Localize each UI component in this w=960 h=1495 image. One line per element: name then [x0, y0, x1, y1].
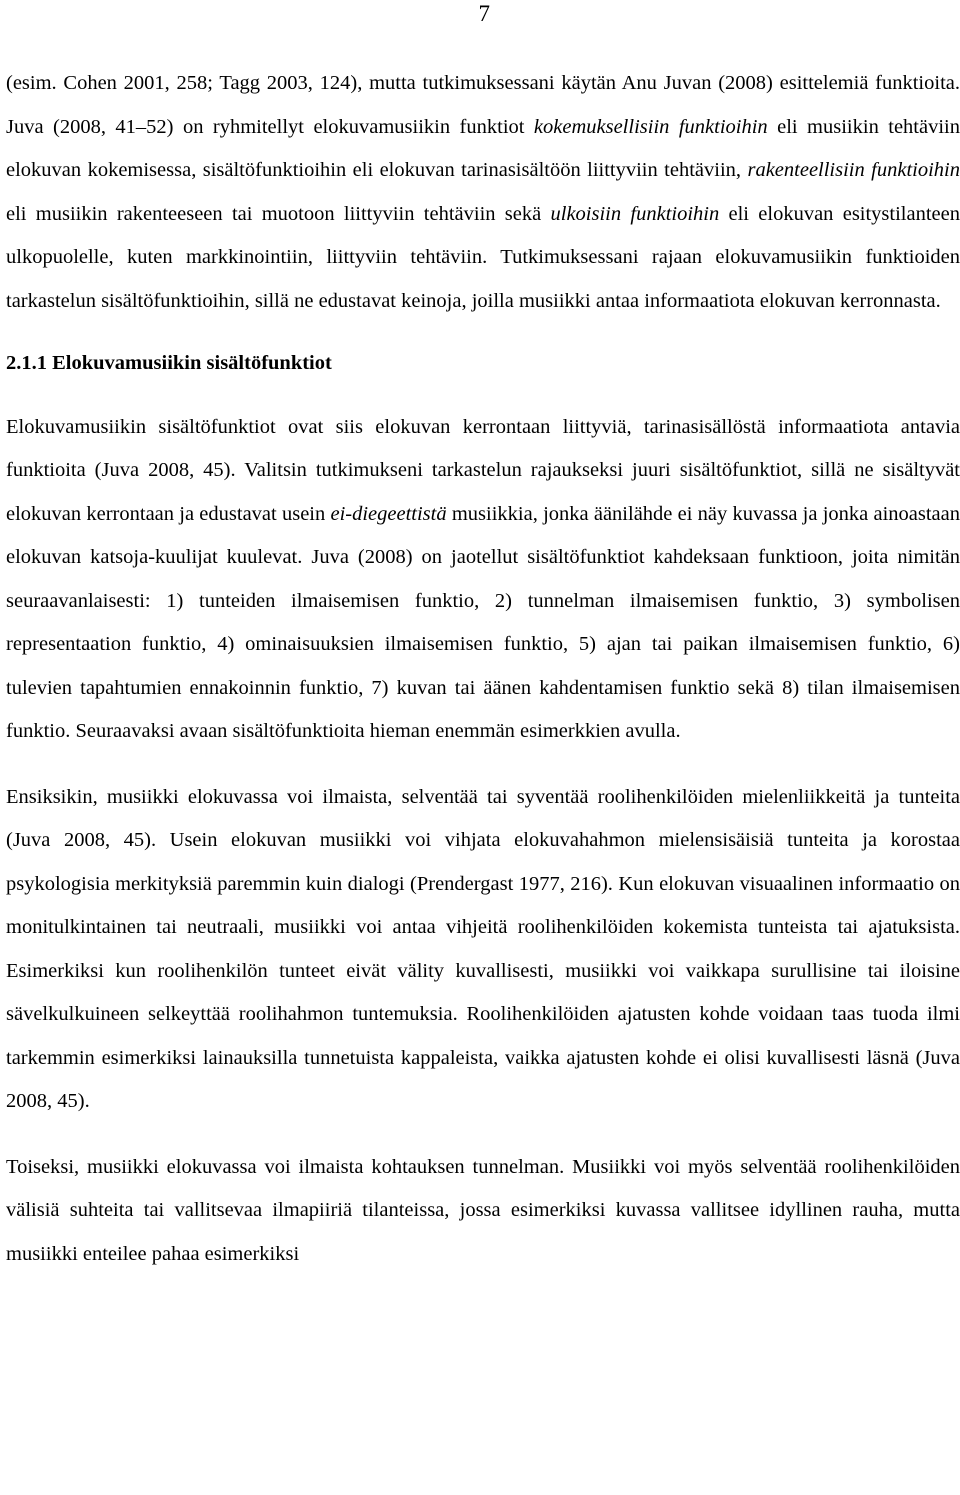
text-segment-italic: rakenteellisiin funktioihin	[747, 159, 960, 181]
text-segment: eli musiikin tehtäviin elokuvan kokemisessa, sisältöfunktioihin eli elokuvan tarinasisältöön liittyviin tehtäviin,	[6, 115, 960, 181]
text-segment-italic: ulkoisiin funktioihin	[550, 202, 720, 225]
text-segment: musiikkia, jonka äänilähde ei näy kuvassa ja jonka ainoastaan elokuvan katsoja-kuulijat kuulevat. Juva (2008) on jaotellut sisältöfunktiot kahdeksaan funktioon, joita nimitän seuraavanlaisesti: 1) tunteiden ilmaisemisen funktio, 2) tunnelman ilmaisemisen funktio, 3) symbolisen representaation funktio, 4) ominaisuuksien ilmaisemisen funktio, 5) ajan tai paikan ilmaisemisen funktio, 6) tulevien tapahtumien ennakoinnin funktio, 7) kuvan tai äänen kahdentamisen funktio sekä 8) tilan ilmaisemisen funktio. Seuraavaksi avaan sisältöfunktioita hieman enemmän esimerkkien avulla.	[6, 502, 960, 742]
text-segment: (esim. Cohen 2001, 258; Tagg 2003, 124), mutta tutkimuksessani käytän Anu Juvan (2008) esittelemiä funktioita. Juva (2008, 41–52) on ryhmitellyt elokuvamusiikin funktiot	[6, 72, 960, 138]
text-segment-italic: kokemuksellisiin funktioihin	[533, 115, 768, 138]
text-segment: eli musiikin rakenteeseen tai muotoon liittyviin tehtäviin sekä	[6, 202, 551, 225]
document-page	[6, 0, 960, 1495]
section-heading: 2.1.1 Elokuvamusiikin sisältöfunktiot	[6, 352, 332, 374]
text-segment: eli elokuvan esitystilanteen ulkopuolelle, kuten markkinointiin, liittyviin tehtäviin. Tutkimuksessani rajaan elokuvamusiikin funktioiden tarkastelun sisältöfunktioihin, sillä ne edustavat keinoja, joilla musiikki antaa informaatiota elokuvan kerronnasta.	[6, 202, 960, 312]
paragraph-intro	[6, 62, 960, 323]
paragraph-content-functions	[6, 406, 960, 754]
text-segment: Ensiksikin, musiikki elokuvassa voi ilmaista, selventää tai syventää roolihenkilöiden mielenliikkeitä ja tunteita (Juva 2008, 45). Usein elokuvan musiikki voi vihjata elokuvahahmon mielensisäisiä tunteita ja korostaa psykologisia merkityksiä paremmin kuin dialogi (Prendergast 1977, 216). Kun elokuvan visuaalinen informaatio on monitulkintainen tai neutraali, musiikki voi antaa vihjeitä roolihenkilöiden kokemista tunteista tai ajatuksista. Esimerkiksi kun roolihenkilön tunteet eivät välity kuvallisesti, musiikki voi vaikkapa surullisine tai iloisine sävelkulkuineen selkeyttää roolihahmon tuntemuksia. Roolihenkilöiden ajatusten kohde voidaan taas tuoda ilmi tarkemmin esimerkiksi lainauksilla tunnetuista kappaleista, vaikka ajatusten kohde ei olisi kuvallisesti läsnä (Juva 2008, 45).	[6, 785, 960, 1112]
text-segment: Elokuvamusiikin sisältöfunktiot ovat siis elokuvan kerrontaan liittyviä, tarinasisällöstä informaatiota antavia funktioita (Juva 2008, 45). Valitsin tutkimukseni tarkastelun rajaukseksi juuri sisältöfunktiot, sillä ne sisältyvät elokuvan kerrontaan ja edustavat usein	[6, 415, 960, 525]
body-text	[6, 62, 960, 1276]
text-segment-italic: ei-diegeettistä	[330, 502, 447, 525]
text-segment: Toiseksi, musiikki elokuvassa voi ilmaista kohtauksen tunnelman. Musiikki voi myös selventää roolihenkilöiden välisiä suhteita tai vallitsevaa ilmapiiriä tilanteissa, jossa esimerkiksi kuvassa vallitsee idyllinen rauha, mutta musiikki enteilee pahaa esimerkiksi	[6, 1155, 960, 1265]
paragraph-emotions	[6, 776, 960, 1124]
paragraph-mood	[6, 1146, 960, 1277]
page-number: 7	[478, 1, 490, 26]
